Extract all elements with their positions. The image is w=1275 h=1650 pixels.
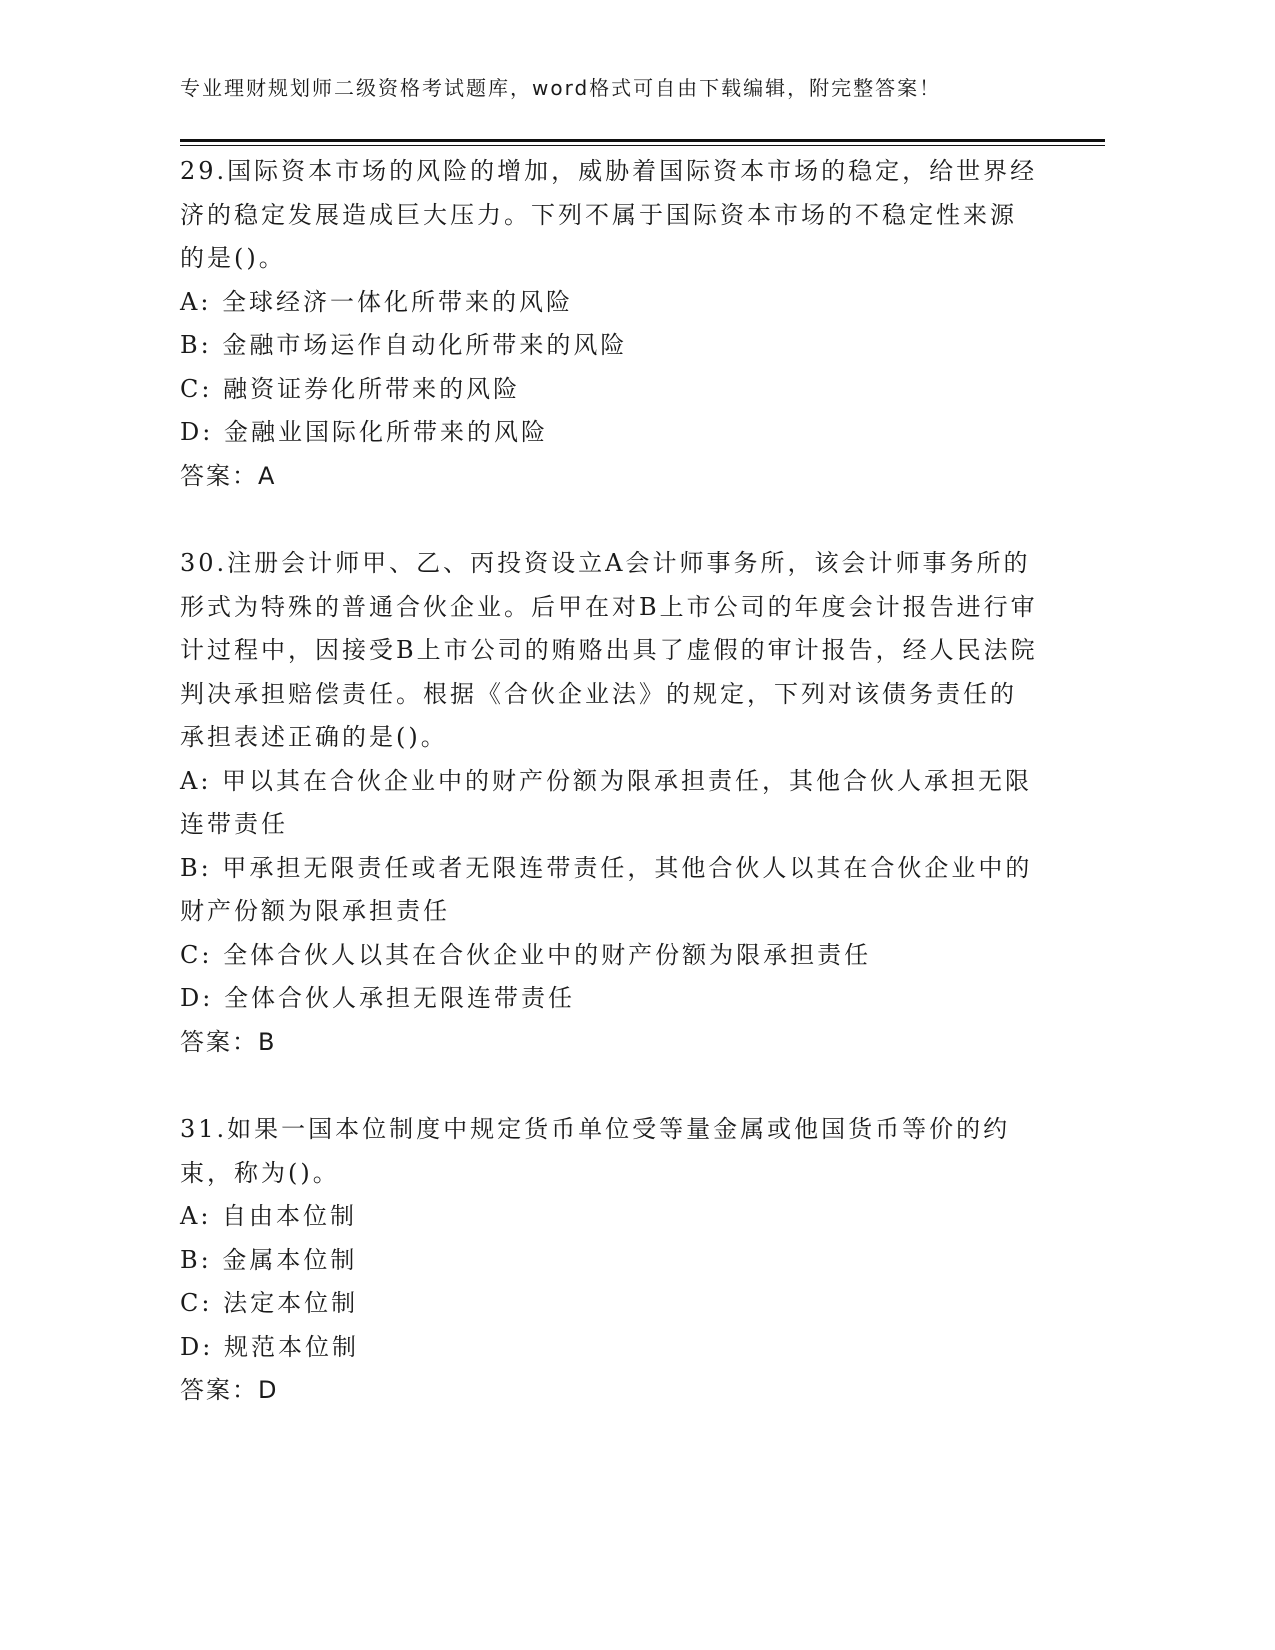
option-a: A: 甲以其在合伙企业中的财产份额为限承担责任，其他合伙人承担无限连带责任: [180, 766, 1033, 838]
answer-line: 答案：A: [180, 461, 277, 490]
option-b: B: 甲承担无限责任或者无限连带责任，其他合伙人以其在合伙企业中的财产份额为限承担责任: [180, 853, 1033, 925]
option-d: D: 全体合伙人承担无限连带责任: [180, 984, 575, 1012]
option-c: C: 融资证券化所带来的风险: [180, 374, 521, 403]
answer-line: 答案：D: [180, 1376, 279, 1404]
option-a: A: 全球经济一体化所带来的风险: [180, 287, 574, 316]
option-d: D: 规范本位制: [180, 1332, 359, 1361]
header-divider-thick: [180, 139, 1105, 142]
header-divider-thin: [180, 145, 1105, 146]
question-list: [180, 150, 1040, 1413]
question-spacer: [180, 498, 1040, 542]
page-header: 专业理财规划师二级资格考试题库，word格式可自由下载编辑，附完整答案！: [180, 76, 942, 100]
question-29: [180, 150, 1040, 498]
answer-line: 答案：B: [180, 1027, 277, 1056]
question-spacer: [180, 1064, 1040, 1108]
question-31: [180, 1108, 1040, 1413]
option-b: B: 金融市场运作自动化所带来的风险: [180, 331, 628, 359]
option-d: D: 金融业国际化所带来的风险: [180, 418, 548, 446]
option-c: C: 全体合伙人以其在合伙企业中的财产份额为限承担责任: [180, 940, 872, 969]
option-a: A: 自由本位制: [180, 1202, 358, 1230]
option-b: B: 金属本位制: [180, 1245, 358, 1274]
question-text: 29.国际资本市场的风险的增加，威胁着国际资本市场的稳定，给世界经济的稳定发展造成巨大压力。下列不属于国际资本市场的不稳定性来源的是()。: [180, 157, 1038, 272]
option-c: C: 法定本位制: [180, 1289, 359, 1317]
question-text: 31.如果一国本位制度中规定货币单位受等量金属或他国货币等价的约束，称为()。: [180, 1115, 1011, 1187]
question-30: [180, 542, 1040, 1064]
question-text: 30.注册会计师甲、乙、丙投资设立A会计师事务所，该会计师事务所的形式为特殊的普通合伙企业。后甲在对B上市公司的年度会计报告进行审计过程中，因接受B上市公司的贿赂出具了虚假的审计报告，经人民法院判决承担赔偿责任。根据《合伙企业法》的规定，下列对该债务责任的承担表述正确的是()。: [180, 549, 1038, 751]
